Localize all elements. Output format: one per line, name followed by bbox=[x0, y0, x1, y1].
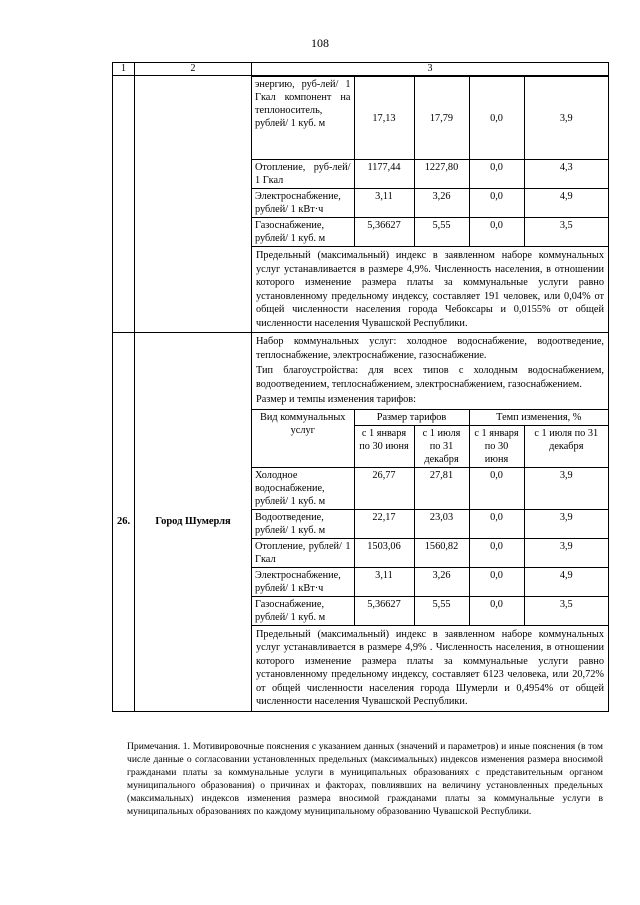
tariff-value: 22,17 bbox=[354, 509, 414, 538]
municipality-row bbox=[113, 333, 609, 712]
continuation-content bbox=[252, 76, 609, 333]
rate-value: 0,0 bbox=[469, 160, 524, 189]
tariff-row bbox=[252, 567, 608, 596]
tariff-row bbox=[252, 77, 608, 160]
municipality-name: Город Шумерля bbox=[135, 333, 252, 712]
tariff-value: 17,13 bbox=[354, 77, 414, 160]
continuation-row bbox=[113, 76, 609, 333]
service-column-header: Вид коммунальных услуг bbox=[252, 409, 354, 467]
notes-text: Мотивировочные пояснения с указанием данных (значений и параметров) и иные пояснения (в том числе данные о согласовании установленных предельных (максимальных) индексов изменения размера вносимой гражданами платы за коммунальные услуги в муниципальных образованиях с представительным органом муниципального образования) о причинах и факторах, повлиявших на величину установленных предельных (максимальных) индексов изменения размера вносимой гражданами платы за коммунальные услуги в муниципальных образованиях по каждому муниципальному образованию Чувашской Республики. bbox=[127, 741, 603, 817]
rate-value: 3,9 bbox=[524, 467, 608, 509]
period-header: с 1 января по 30 июня bbox=[354, 425, 414, 467]
tariff-value: 5,36627 bbox=[354, 218, 414, 247]
service-label: Холодное водоснабжение, рублей/ 1 куб. м bbox=[252, 467, 354, 509]
empty-cell bbox=[135, 76, 252, 333]
header-col-3: 3 bbox=[252, 63, 609, 76]
services-set: Набор коммунальных услуг: холодное водоснабжение, водоотведение, теплоснабжение, электроснабжение, газоснабжение. bbox=[256, 336, 604, 361]
tariff-value: 1560,82 bbox=[414, 538, 469, 567]
rate-value: 0,0 bbox=[469, 218, 524, 247]
service-label: Газоснабжение, рублей/ 1 куб. м bbox=[252, 218, 354, 247]
footnotes bbox=[127, 740, 603, 818]
period-header: с 1 июля по 31 декабря bbox=[414, 425, 469, 467]
tariff-value: 5,55 bbox=[414, 596, 469, 625]
rate-value: 3,9 bbox=[524, 77, 608, 160]
tariff-row bbox=[252, 596, 608, 625]
size-column-header: Размер тарифов bbox=[354, 409, 469, 425]
rate-value: 4,9 bbox=[524, 189, 608, 218]
rate-value: 0,0 bbox=[469, 538, 524, 567]
header-col-1: 1 bbox=[113, 63, 135, 76]
tariff-table bbox=[252, 409, 608, 626]
tariff-row bbox=[252, 509, 608, 538]
rate-value: 3,9 bbox=[524, 538, 608, 567]
service-label: Электроснабжение, рублей/ 1 кВт·ч bbox=[252, 189, 354, 218]
period-header: с 1 июля по 31 декабря bbox=[524, 425, 608, 467]
index-note: Предельный (максимальный) индекс в заявленном наборе коммунальных услуг устанавливается в размере 4,9% . Численность населения, в отношении которого изменение размера платы за коммунальные услуги равно установленному предельному индексу, составляет 6123 человека, или 20,72% от общей численности населения города Шумерли и 0,4954% от общей численности населения Чувашской Республики. bbox=[256, 628, 604, 707]
tariff-row bbox=[252, 218, 608, 247]
rate-value: 3,9 bbox=[524, 509, 608, 538]
tariff-value: 26,77 bbox=[354, 467, 414, 509]
rate-value: 4,9 bbox=[524, 567, 608, 596]
tariff-value: 3,26 bbox=[414, 189, 469, 218]
rate-value: 0,0 bbox=[469, 509, 524, 538]
tariff-value: 3,11 bbox=[354, 189, 414, 218]
tariff-value: 23,03 bbox=[414, 509, 469, 538]
tariff-row bbox=[252, 160, 608, 189]
continuation-tariff-table bbox=[252, 76, 608, 247]
amenity-type: Тип благоустройства: для всех типов с холодным водоснабжением, водоотведением, теплоснабжением, электроснабжением, газоснабжением. bbox=[256, 365, 604, 390]
tariff-row bbox=[252, 538, 608, 567]
index-note: Предельный (максимальный) индекс в заявленном наборе коммунальных услуг устанавливается в размере 4,9%. Численность населения, в отношении которого изменение размера платы за коммунальные услуги равно установленному предельному индексу, составляет 191 человек, или 0,04% от общей численности населения города Чебоксары и 0,0155% от общей численности населения Чувашской Республики. bbox=[256, 250, 604, 329]
header-col-2: 2 bbox=[135, 63, 252, 76]
rate-value: 0,0 bbox=[469, 77, 524, 160]
tariff-value: 1177,44 bbox=[354, 160, 414, 189]
row-number: 26. bbox=[113, 333, 135, 712]
rates-heading: Размер и темпы изменения тарифов: bbox=[256, 394, 417, 405]
tariff-table-header bbox=[252, 409, 608, 425]
rate-value: 0,0 bbox=[469, 596, 524, 625]
rate-value: 3,5 bbox=[524, 218, 608, 247]
tariff-value: 17,79 bbox=[414, 77, 469, 160]
service-label: Водоотведение, рублей/ 1 куб. м bbox=[252, 509, 354, 538]
tariff-row bbox=[252, 189, 608, 218]
tariff-value: 27,81 bbox=[414, 467, 469, 509]
service-label: Газоснабжение, рублей/ 1 куб. м bbox=[252, 596, 354, 625]
rate-value: 0,0 bbox=[469, 189, 524, 218]
rate-value: 0,0 bbox=[469, 567, 524, 596]
service-label: Отопление, руб-лей/ 1 Гкал bbox=[252, 160, 354, 189]
municipality-content bbox=[252, 333, 609, 712]
empty-cell bbox=[113, 76, 135, 333]
service-label: Электроснабжение, рублей/ 1 кВт·ч bbox=[252, 567, 354, 596]
rate-column-header: Темп изменения, % bbox=[469, 409, 608, 425]
rate-value: 0,0 bbox=[469, 467, 524, 509]
service-label: энергию, руб-лей/ 1 Гкал компонент на теплоноситель, рублей/ 1 куб. м bbox=[252, 77, 354, 160]
rate-value: 4,3 bbox=[524, 160, 608, 189]
tariff-value: 1227,80 bbox=[414, 160, 469, 189]
tariff-row bbox=[252, 467, 608, 509]
page-number: 108 bbox=[311, 36, 329, 50]
rate-value: 3,5 bbox=[524, 596, 608, 625]
main-table bbox=[112, 62, 609, 712]
notes-lead: Примечания. 1. bbox=[127, 741, 191, 752]
tariff-value: 1503,06 bbox=[354, 538, 414, 567]
tariff-value: 3,11 bbox=[354, 567, 414, 596]
period-header: с 1 января по 30 июня bbox=[469, 425, 524, 467]
tariff-value: 3,26 bbox=[414, 567, 469, 596]
header-row bbox=[113, 63, 609, 76]
tariff-value: 5,36627 bbox=[354, 596, 414, 625]
tariff-value: 5,55 bbox=[414, 218, 469, 247]
service-label: Отопление, рублей/ 1 Гкал bbox=[252, 538, 354, 567]
